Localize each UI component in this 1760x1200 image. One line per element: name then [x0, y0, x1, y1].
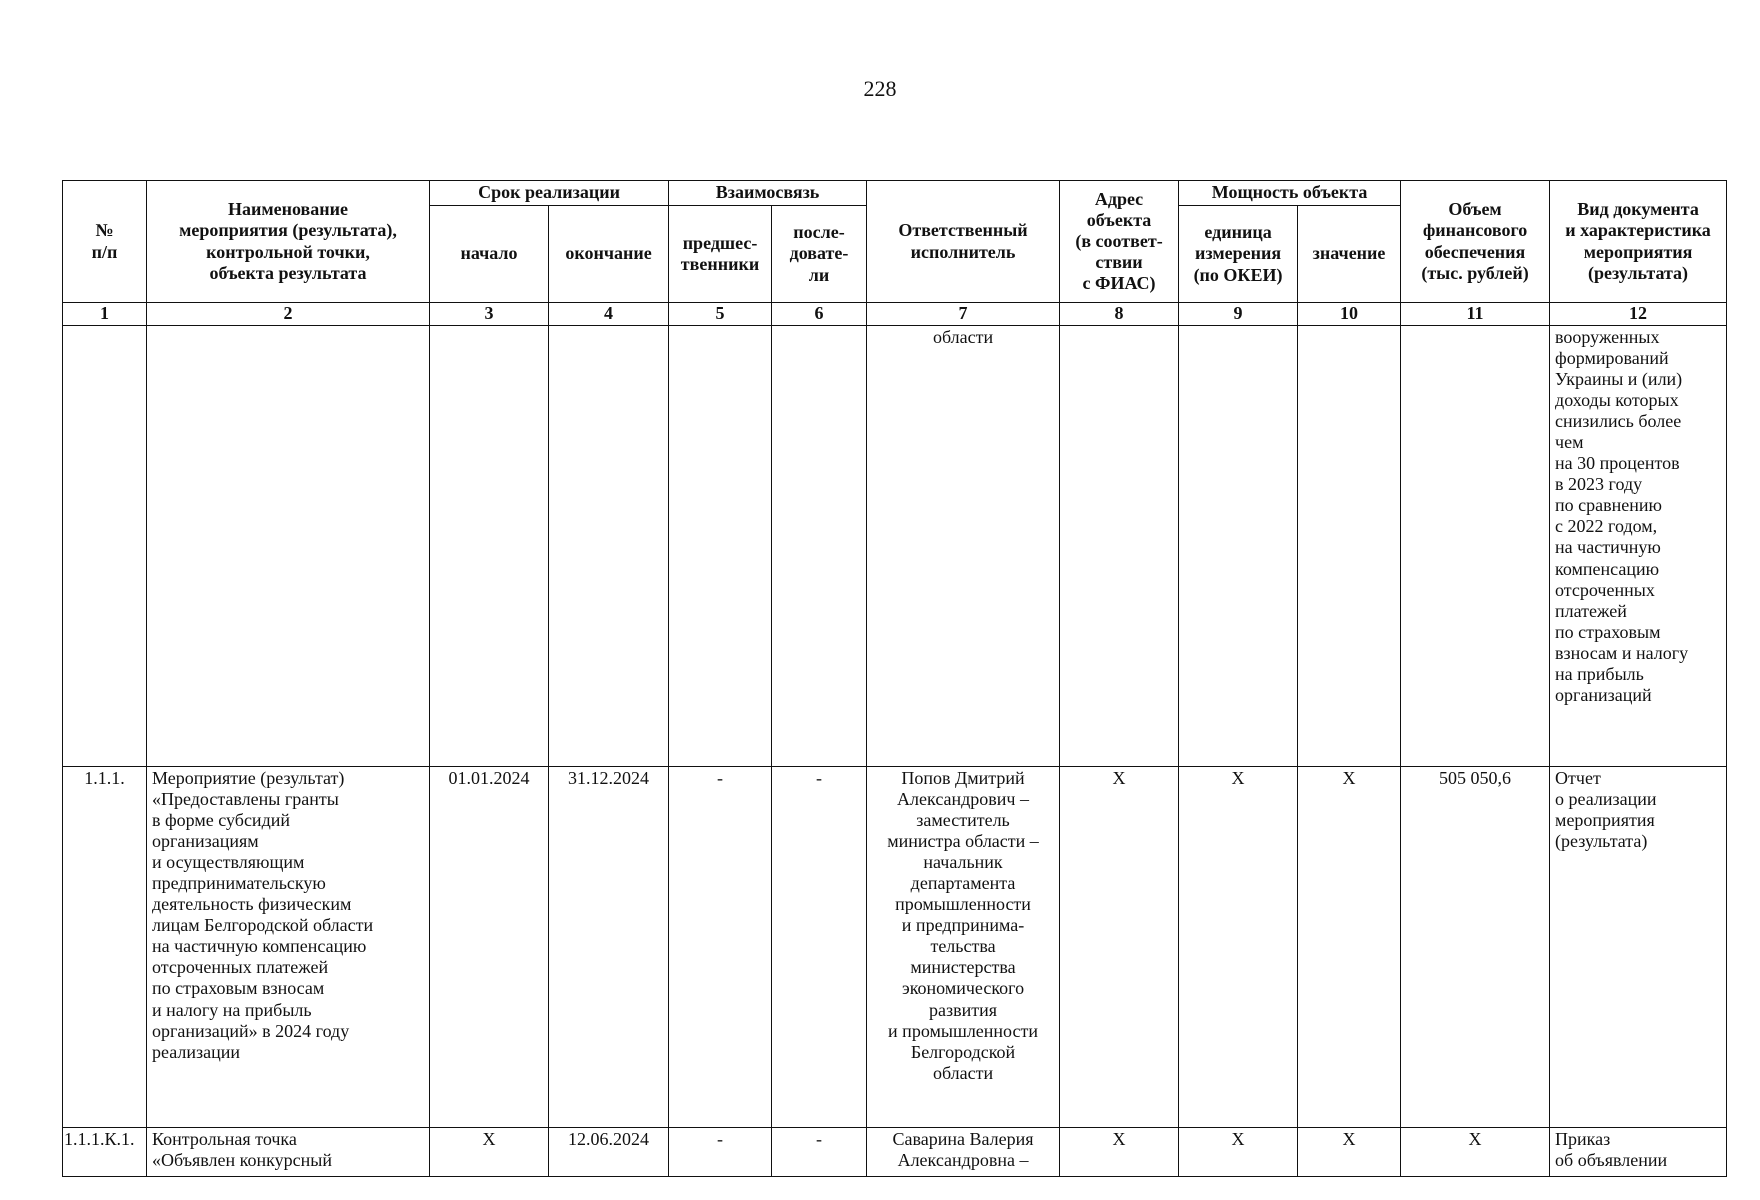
header-relation-predecessors: предшес- твенники [669, 206, 772, 303]
cell-num: 1.1.1.К.1. [63, 1128, 147, 1177]
header-capacity: Мощность объекта [1179, 181, 1401, 206]
cell-unit [1179, 326, 1298, 767]
cell-document: вооруженных формирований Украины и (или) доходы которых снизились более чем на 30 процентов в 2023 году по сравнению с 2022 годом, на частичную компенсацию отсроченных платежей по страховым взносам и налогу на прибыль организаций [1550, 326, 1727, 767]
column-number: 11 [1401, 303, 1550, 326]
column-number-row [63, 303, 1727, 326]
header-finance: Объем финансового обеспечения (тыс. рублей) [1401, 181, 1550, 303]
implementation-plan-table [62, 180, 1727, 1177]
cell-value [1298, 326, 1401, 767]
cell-address: X [1060, 767, 1179, 1128]
header-executor: Ответственный исполнитель [867, 181, 1060, 303]
header-relation-successors: после- довате- ли [772, 206, 867, 303]
column-number: 4 [549, 303, 669, 326]
header-capacity-unit: единица измерения (по ОКЕИ) [1179, 206, 1298, 303]
cell-executor: Саварина Валерия Александровна – [867, 1128, 1060, 1177]
cell-value: X [1298, 767, 1401, 1128]
cell-predecessors: - [669, 767, 772, 1128]
header-document: Вид документа и характеристика мероприятия (результата) [1550, 181, 1727, 303]
cell-successors [772, 326, 867, 767]
header-row-top [63, 181, 1727, 206]
column-number: 10 [1298, 303, 1401, 326]
header-period: Срок реализации [430, 181, 669, 206]
cell-name [147, 326, 430, 767]
cell-start [430, 326, 549, 767]
column-number: 2 [147, 303, 430, 326]
header-period-start: начало [430, 206, 549, 303]
cell-address [1060, 326, 1179, 767]
header-num: № п/п [63, 181, 147, 303]
cell-start: X [430, 1128, 549, 1177]
cell-num [63, 326, 147, 767]
cell-finance: X [1401, 1128, 1550, 1177]
page-number: 228 [863, 76, 897, 101]
cell-document: Отчет о реализации мероприятия (результата) [1550, 767, 1727, 1128]
cell-predecessors: - [669, 1128, 772, 1177]
cell-address: X [1060, 1128, 1179, 1177]
column-number: 9 [1179, 303, 1298, 326]
cell-document: Приказ об объявлении [1550, 1128, 1727, 1177]
cell-executor: области [867, 326, 1060, 767]
cell-finance: 505 050,6 [1401, 767, 1550, 1128]
cell-unit: X [1179, 1128, 1298, 1177]
cell-predecessors [669, 326, 772, 767]
column-number: 8 [1060, 303, 1179, 326]
cell-name: Контрольная точка «Объявлен конкурсный [147, 1128, 430, 1177]
cell-start: 01.01.2024 [430, 767, 549, 1128]
table-row [63, 767, 1727, 1128]
table-row [63, 1128, 1727, 1177]
cell-executor: Попов Дмитрий Александрович – заместитель министра области – начальник департамента промышленности и предпринима- тельства министерства экономического развития и промышленности Белгородской области [867, 767, 1060, 1128]
cell-name: Мероприятие (результат) «Предоставлены гранты в форме субсидий организациям и осуществляющим предпринимательскую деятельность физическим лицам Белгородской области на частичную компенсацию отсроченных платежей по страховым взносам и налогу на прибыль организаций» в 2024 году реализации [147, 767, 430, 1128]
column-number: 7 [867, 303, 1060, 326]
cell-end: 12.06.2024 [549, 1128, 669, 1177]
header-name: Наименование мероприятия (результата), контрольной точки, объекта результата [147, 181, 430, 303]
cell-end [549, 326, 669, 767]
cell-value: X [1298, 1128, 1401, 1177]
cell-end: 31.12.2024 [549, 767, 669, 1128]
cell-num: 1.1.1. [63, 767, 147, 1128]
header-period-end: окончание [549, 206, 669, 303]
column-number: 5 [669, 303, 772, 326]
column-number: 3 [430, 303, 549, 326]
column-number: 6 [772, 303, 867, 326]
header-address: Адрес объекта (в соответ- ствии с ФИАС) [1060, 181, 1179, 303]
cell-unit: X [1179, 767, 1298, 1128]
cell-successors: - [772, 1128, 867, 1177]
header-capacity-value: значение [1298, 206, 1401, 303]
header-relation: Взаимосвязь [669, 181, 867, 206]
column-number: 1 [63, 303, 147, 326]
table-row-continuation [63, 326, 1727, 767]
column-number: 12 [1550, 303, 1727, 326]
cell-finance [1401, 326, 1550, 767]
cell-successors: - [772, 767, 867, 1128]
